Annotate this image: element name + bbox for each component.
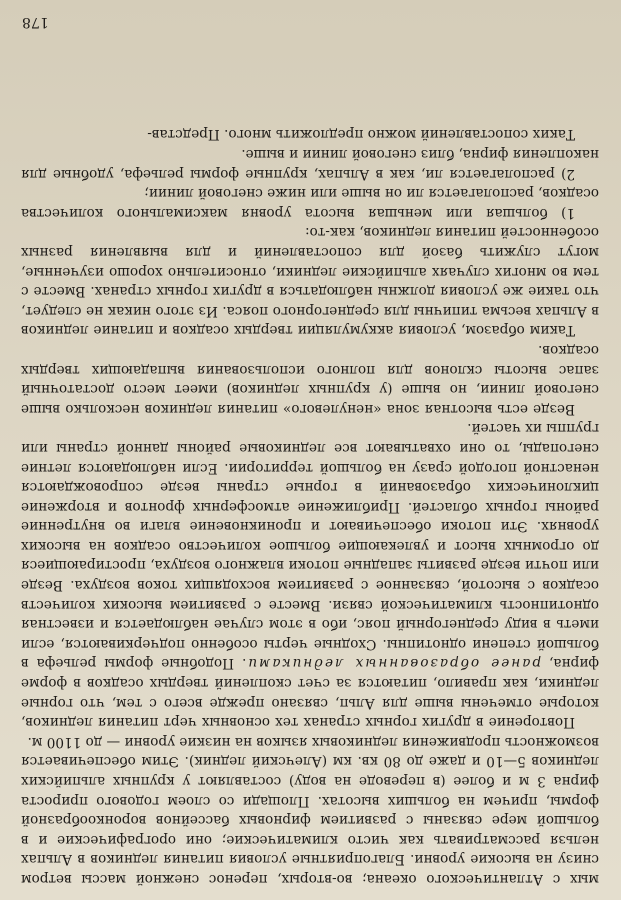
paragraph-2: Повторение в других горных странах тех основных черт питания ледников, которые отмечены выше для Альп, связано прежде всего с тем, что горные ледники, как правило, питаются за счет скоплений твердых осадков в форме фирна, ранее образованных ледниками. Подобные формы рельефа в большой степени однотипны. Сходные черты особенно подчеркиваются, если иметь в виду среднегорный пояс, ибо в этом случае наблюдается и известная однотипность климатической связи. Вместе с развитием высоких количеств осадков с высотой, связанное с развитием восходящих токов воздуха. Везде или почти везде развиты западные потоки влажного воздуха, простирающиеся до огромных высот и увлекающие большое количество осадков на высоких уровнях. Эти потоки обеспечивают и проникновение влаги во внутренние районы горных областей. Приближение атмосферных фронтов и вторжение циклонических образований в горные страны везде сопровождаются ненастной погодой сразу на большой территории. Если наблюдаются летние снегопады, то они охватывают все ледниковые районы данной страны или группы их частей. bbox=[21, 420, 599, 731]
emphasized-phrase: ранее образованных ледниками bbox=[246, 655, 542, 672]
paragraph-4: Таким образом, условия аккумуляции твердых осадков и питание ледников в Альпах весьма типичны для среднегорного пояса. Из этого никак не следует, что такие же условия должны наблюдаться в других горных странах. Вместе с тем во многих случаях альпийские ледники, относительно хорошо изученные, могут служить базой для сопоставлений и для выявления разных особенностей питания ледников, как-то: bbox=[21, 224, 599, 339]
page-number: 178 bbox=[22, 14, 49, 30]
paragraph-1: мых с Атлантического океана; во-вторых, перенос снежной массы ветром снизу на высокие уровни. Благоприятные условия питания ледников в Альпах нельзя рассматривать как чисто климатические; они орографические и в большой мере связаны с развитием фирновых бассейнов воронкообразной формы, причем на больших высотах. Площади со слоем годового прироста фирна 3 м и более (в переводе на воду) составляют у крупных альпийских ледников 5—10 и даже до 80 кв. км (Алечский ледник). Этим обеспечивается возможность продвижения ледниковых языков на низкие уровни — до 1100 м. bbox=[21, 733, 599, 887]
paragraph-3: Везде есть высотная зона «ненулевого» питания ледников несколько выше снеговой линии, но выше (у крупных ледников) имеет место достаточный запас высоты склонов для полного использования выпадающих твердых осадков. bbox=[21, 341, 599, 417]
list-item-1: 1) большая или меньшая высота уровня максимального количества осадков, располагается ли он выше или ниже снеговой линии; bbox=[21, 185, 599, 221]
paragraph-5: Таких сопоставлений можно предложить много. Представ- bbox=[147, 126, 575, 143]
page-text bbox=[21, 124, 599, 888]
list-item-2: 2) располагается ли, как в Альпах, крупные формы рельефа, удобные для накопления фирна, близ снеговой линии и выше. bbox=[21, 146, 599, 182]
